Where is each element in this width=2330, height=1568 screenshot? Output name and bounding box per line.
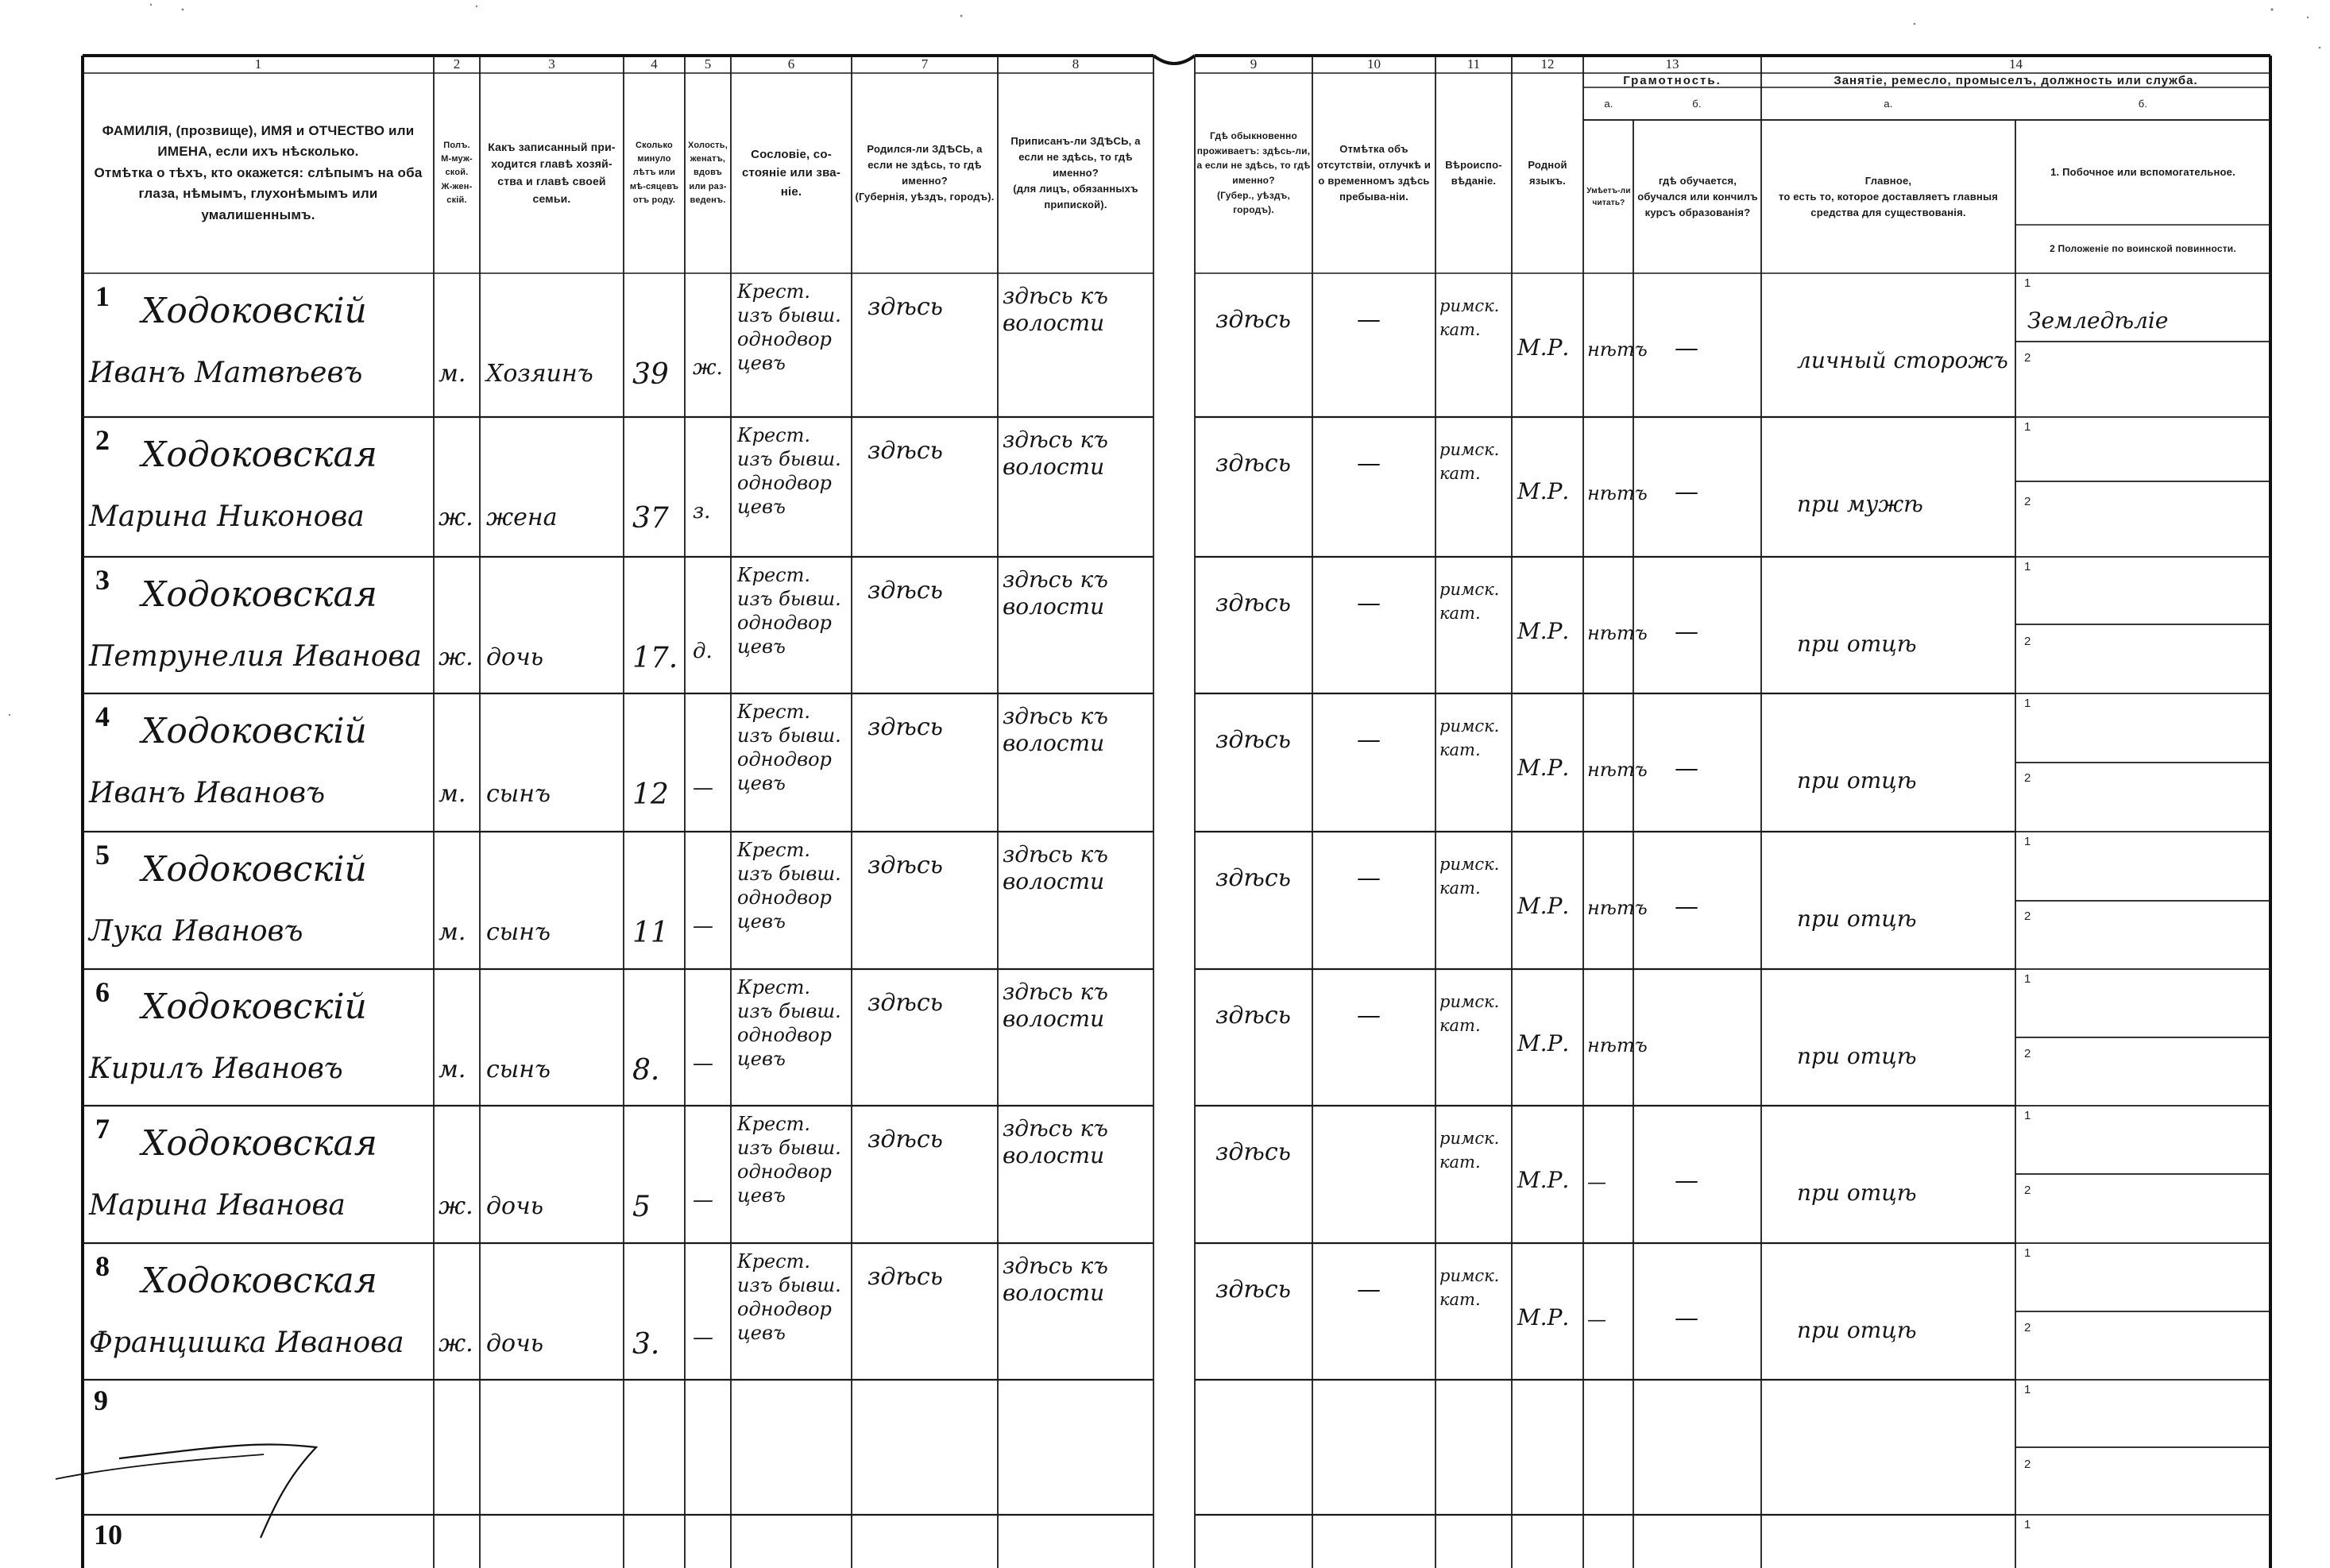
given-name: Марина Никонова: [89, 500, 365, 533]
marital: —: [693, 1188, 713, 1212]
main-occupation: при отцѣ: [1797, 1180, 1917, 1206]
column-number-8: 8: [1072, 56, 1080, 71]
column-number-9: 9: [1250, 56, 1258, 71]
religion: римск. кат.: [1439, 855, 1500, 898]
age: 12: [632, 778, 669, 811]
header-col14-occupation: Занятіе, ремесло, промыселъ, должность или служба.: [1833, 74, 2198, 88]
secondary-occupation-label: 1: [2024, 1246, 2031, 1260]
column-number-6: 6: [787, 56, 795, 71]
military-status-label: 2: [2024, 1184, 2031, 1197]
age: 3.: [632, 1328, 660, 1361]
literacy: нѣтъ: [1587, 338, 1648, 361]
surname: Ходоковская: [141, 1261, 377, 1301]
education: —: [1675, 893, 1698, 921]
sex: ж.: [439, 504, 473, 531]
birthplace: здѣсь: [867, 437, 943, 465]
column-number-12: 12: [1540, 56, 1555, 71]
native-language: М.Р.: [1517, 755, 1570, 781]
header-col7-birthplace: Родился-ли ЗДѢСЬ, а если не здѣсь, то гдѣ именно? (Губернія, уѣздъ, городъ).: [855, 142, 995, 203]
estate: Крест. изъ бывш. однодвор цевъ: [737, 701, 841, 794]
given-name: Иванъ Ивановъ: [89, 777, 326, 809]
native-language: М.Р.: [1517, 478, 1570, 504]
main-occupation: при отцѣ: [1797, 767, 1917, 794]
header-col2-sex: Полъ. М-муж-ской. Ж-жен-скій.: [441, 141, 473, 205]
education: —: [1675, 334, 1698, 362]
birthplace: здѣсь: [867, 852, 943, 879]
header-col13a-reads: Умѣетъ-ли читать?: [1586, 186, 1631, 207]
residence: здѣсь: [1215, 450, 1291, 477]
marital: —: [693, 776, 713, 800]
estate: Крест. изъ бывш. однодвор цевъ: [737, 839, 841, 933]
marital: з.: [693, 500, 711, 523]
literacy: нѣтъ: [1587, 1034, 1648, 1056]
religion: римск. кат.: [1439, 1266, 1500, 1309]
literacy: нѣтъ: [1587, 482, 1648, 504]
header-col14b-military: 2 Положеніе по воинской повинности.: [2050, 243, 2236, 255]
residence: здѣсь: [1215, 864, 1291, 892]
header-col13b-education: гдѣ обучается, обучался или кончилъ курсъ образованія?: [1637, 174, 1758, 219]
relation: сынъ: [486, 918, 551, 946]
literacy: нѣтъ: [1587, 897, 1648, 919]
relation: дочь: [486, 643, 544, 671]
relation: жена: [486, 504, 558, 531]
column-number-4: 4: [651, 56, 658, 71]
marital: —: [693, 1052, 713, 1076]
religion: римск. кат.: [1439, 440, 1500, 483]
surname: Ходоковская: [141, 1123, 377, 1164]
main-occupation: личный сторожъ: [1797, 347, 2008, 373]
secondary-occupation-label: 1: [2024, 560, 2031, 574]
column-number-7: 7: [921, 56, 929, 71]
absence-mark: —: [1357, 306, 1381, 334]
row-number: 4: [95, 701, 110, 732]
education: —: [1675, 755, 1698, 782]
literacy: —: [1587, 1171, 1606, 1193]
native-language: М.Р.: [1517, 1167, 1570, 1193]
absence-mark: —: [1357, 450, 1381, 477]
military-status-label: 2: [2024, 1458, 2031, 1471]
registered: здѣсь къ волости: [1003, 841, 1108, 894]
row-number-9: 9: [94, 1385, 108, 1416]
native-language: М.Р.: [1517, 1030, 1570, 1056]
secondary-occupation-label: 1: [2024, 972, 2031, 986]
sex: м.: [439, 360, 466, 388]
birthplace: здѣсь: [867, 293, 943, 321]
header-col14a-main: Главное, то есть то, которое доставляетъ главныя средства для существованія.: [1778, 174, 1999, 219]
relation: сынъ: [486, 780, 551, 808]
surname: Ходоковскій: [141, 291, 367, 331]
header-col12-language: Родной языкъ.: [1528, 158, 1567, 187]
estate: Крест. изъ бывш. однодвор цевъ: [737, 1250, 841, 1344]
registered: здѣсь къ волости: [1003, 1253, 1108, 1306]
registered: здѣсь къ волости: [1003, 427, 1108, 480]
given-name: Францишка Иванова: [89, 1327, 404, 1359]
estate: Крест. изъ бывш. однодвор цевъ: [737, 564, 841, 658]
sex: ж.: [439, 1192, 473, 1220]
secondary-occupation-label: 1: [2024, 835, 2031, 848]
age: 37: [632, 502, 669, 535]
given-name: Лука Ивановъ: [89, 915, 303, 948]
education: —: [1675, 1304, 1698, 1332]
secondary-occupation-label: 1: [2024, 276, 2031, 290]
sex: м.: [439, 780, 466, 808]
header-col14a-letter: а.: [1884, 97, 1893, 110]
header-col13a-letter: а.: [1604, 97, 1613, 110]
residence: здѣсь: [1215, 1002, 1291, 1029]
header-col3-relation: Какъ записанный при-ходится главѣ хозяй-ства и главѣ своей семьи.: [488, 140, 616, 205]
residence: здѣсь: [1215, 306, 1291, 334]
main-occupation: при отцѣ: [1797, 1043, 1917, 1069]
religion: римск. кат.: [1439, 716, 1500, 759]
row-number: 5: [95, 839, 110, 871]
header-col9-residence: Гдѣ обыкновенно проживаетъ: здѣсь-ли, а если не здѣсь, то гдѣ именно? (Губер., уѣздъ, городъ).: [1196, 130, 1311, 216]
side-occupation: Земледѣліе: [2027, 307, 2169, 334]
row-number-10: 10: [94, 1519, 122, 1551]
military-status-label: 2: [2024, 635, 2031, 648]
sex: м.: [439, 1056, 466, 1083]
row-number: 1: [95, 280, 110, 312]
education: —: [1675, 478, 1698, 506]
header-col1-name: ФАМИЛІЯ, (прозвище), ИМЯ и ОТЧЕСТВО или ИМЕНА, если ихъ нѣсколько. Отмѣтка о тѣхъ, кто окажется: слѣпымъ на оба глаза, нѣмымъ, глухонѣмымъ или умалишеннымъ.: [94, 123, 423, 222]
age: 11: [632, 917, 669, 949]
military-status-label: 2: [2024, 910, 2031, 923]
relation: сынъ: [486, 1056, 551, 1083]
header-col13b-letter: б.: [1692, 97, 1702, 110]
column-number-1: 1: [254, 56, 262, 71]
estate: Крест. изъ бывш. однодвор цевъ: [737, 424, 841, 518]
surname: Ходоковская: [141, 434, 377, 475]
native-language: М.Р.: [1517, 1304, 1570, 1330]
surname: Ходоковскій: [141, 987, 367, 1027]
age: 5: [632, 1191, 651, 1223]
registered: здѣсь къ волости: [1003, 979, 1108, 1032]
age: 17.: [632, 642, 678, 674]
header-col13-literacy: Грамотность.: [1623, 74, 1721, 88]
row-number: 7: [95, 1113, 110, 1145]
residence: здѣсь: [1215, 726, 1291, 754]
religion: римск. кат.: [1439, 1129, 1500, 1172]
birthplace: здѣсь: [867, 577, 943, 604]
military-status-label: 2: [2024, 771, 2031, 785]
secondary-occupation-label: 1: [2024, 1109, 2031, 1122]
header-col14b-letter: б.: [2138, 97, 2148, 110]
religion: римск. кат.: [1439, 296, 1500, 339]
birthplace: здѣсь: [867, 1263, 943, 1291]
secondary-occupation-label: 1: [2024, 1518, 2031, 1531]
registered: здѣсь къ волости: [1003, 1115, 1108, 1168]
religion: римск. кат.: [1439, 580, 1500, 623]
absence-mark: —: [1357, 1276, 1381, 1303]
registered: здѣсь къ волости: [1003, 566, 1108, 620]
given-name: Иванъ Матвѣевъ: [89, 357, 363, 389]
surname: Ходоковская: [141, 574, 377, 615]
secondary-occupation-label: 1: [2024, 420, 2031, 434]
estate: Крест. изъ бывш. однодвор цевъ: [737, 280, 841, 374]
birthplace: здѣсь: [867, 713, 943, 741]
estate: Крест. изъ бывш. однодвор цевъ: [737, 976, 841, 1070]
column-number-10: 10: [1367, 56, 1381, 71]
native-language: М.Р.: [1517, 334, 1570, 361]
absence-mark: —: [1357, 864, 1381, 892]
column-number-3: 3: [548, 56, 555, 71]
estate: Крест. изъ бывш. однодвор цевъ: [737, 1113, 841, 1207]
residence: здѣсь: [1215, 1138, 1291, 1166]
education: —: [1675, 1167, 1698, 1195]
relation: Хозяинъ: [486, 360, 593, 388]
sex: м.: [439, 918, 466, 946]
sex: ж.: [439, 1330, 473, 1358]
sex: ж.: [439, 643, 473, 671]
header-col11-religion: Вѣроиспо-вѣданіе.: [1445, 158, 1502, 187]
main-occupation: при отцѣ: [1797, 906, 1917, 932]
residence: здѣсь: [1215, 589, 1291, 617]
literacy: нѣтъ: [1587, 759, 1648, 781]
native-language: М.Р.: [1517, 618, 1570, 644]
military-status-label: 2: [2024, 1047, 2031, 1060]
column-number-2: 2: [453, 56, 461, 71]
surname: Ходоковскій: [141, 849, 367, 890]
native-language: М.Р.: [1517, 893, 1570, 919]
given-name: Марина Иванова: [89, 1189, 346, 1222]
column-number-14: 14: [2009, 56, 2023, 71]
absence-mark: —: [1357, 589, 1381, 617]
registered: здѣсь къ волости: [1003, 703, 1108, 756]
military-status-label: 2: [2024, 1321, 2031, 1334]
column-number-5: 5: [704, 56, 712, 71]
column-number-13: 13: [1665, 56, 1679, 71]
given-name: Кирилъ Ивановъ: [89, 1052, 343, 1085]
row-number: 6: [95, 976, 110, 1008]
given-name: Петрунелия Иванова: [89, 640, 422, 673]
secondary-occupation-label: 1: [2024, 697, 2031, 710]
header-col8-registered: Приписанъ-ли ЗДѢСЬ, а если не здѣсь, то гдѣ именно? (для лицъ, обязанныхъ припиской).: [1010, 134, 1141, 211]
marital: —: [693, 914, 713, 938]
education: —: [1675, 618, 1698, 646]
header-col5-marital: Холость, женатъ, вдовъ или раз-веденъ.: [688, 141, 728, 205]
age: 8.: [632, 1054, 660, 1087]
military-status-label: 2: [2024, 351, 2031, 365]
literacy: —: [1587, 1308, 1606, 1330]
military-status-label: 2: [2024, 495, 2031, 508]
relation: дочь: [486, 1330, 544, 1358]
header-col6-estate: Сословіе, со-стояніе или зва-ніе.: [741, 148, 841, 199]
religion: римск. кат.: [1439, 992, 1500, 1035]
marital: —: [693, 1326, 713, 1350]
birthplace: здѣсь: [867, 1126, 943, 1153]
main-occupation: при мужѣ: [1797, 491, 1923, 517]
column-number-11: 11: [1466, 56, 1481, 71]
secondary-occupation-label: 1: [2024, 1383, 2031, 1396]
relation: дочь: [486, 1192, 544, 1220]
main-occupation: при отцѣ: [1797, 1317, 1917, 1343]
marital: ж.: [693, 356, 723, 380]
birthplace: здѣсь: [867, 989, 943, 1017]
age: 39: [632, 358, 669, 391]
header-col14b-secondary: 1. Побочное или вспомогательное.: [2050, 166, 2235, 179]
header-col4-age: Сколько минуло лѣтъ или мѣ-сяцевъ отъ роду.: [629, 141, 679, 205]
row-number: 8: [95, 1250, 110, 1282]
row-number: 3: [95, 564, 110, 596]
registered: здѣсь къ волости: [1003, 283, 1108, 336]
literacy: нѣтъ: [1587, 622, 1648, 644]
residence: здѣсь: [1215, 1276, 1291, 1303]
row-number: 2: [95, 424, 110, 456]
absence-mark: —: [1357, 1002, 1381, 1029]
header-col10-absence: Отмѣтка объ отсутствіи, отлучкѣ и о временномъ здѣсь пребыва-ніи.: [1316, 142, 1432, 203]
marital: д.: [693, 639, 713, 663]
surname: Ходоковскій: [141, 711, 367, 751]
main-occupation: при отцѣ: [1797, 631, 1917, 657]
absence-mark: —: [1357, 726, 1381, 754]
